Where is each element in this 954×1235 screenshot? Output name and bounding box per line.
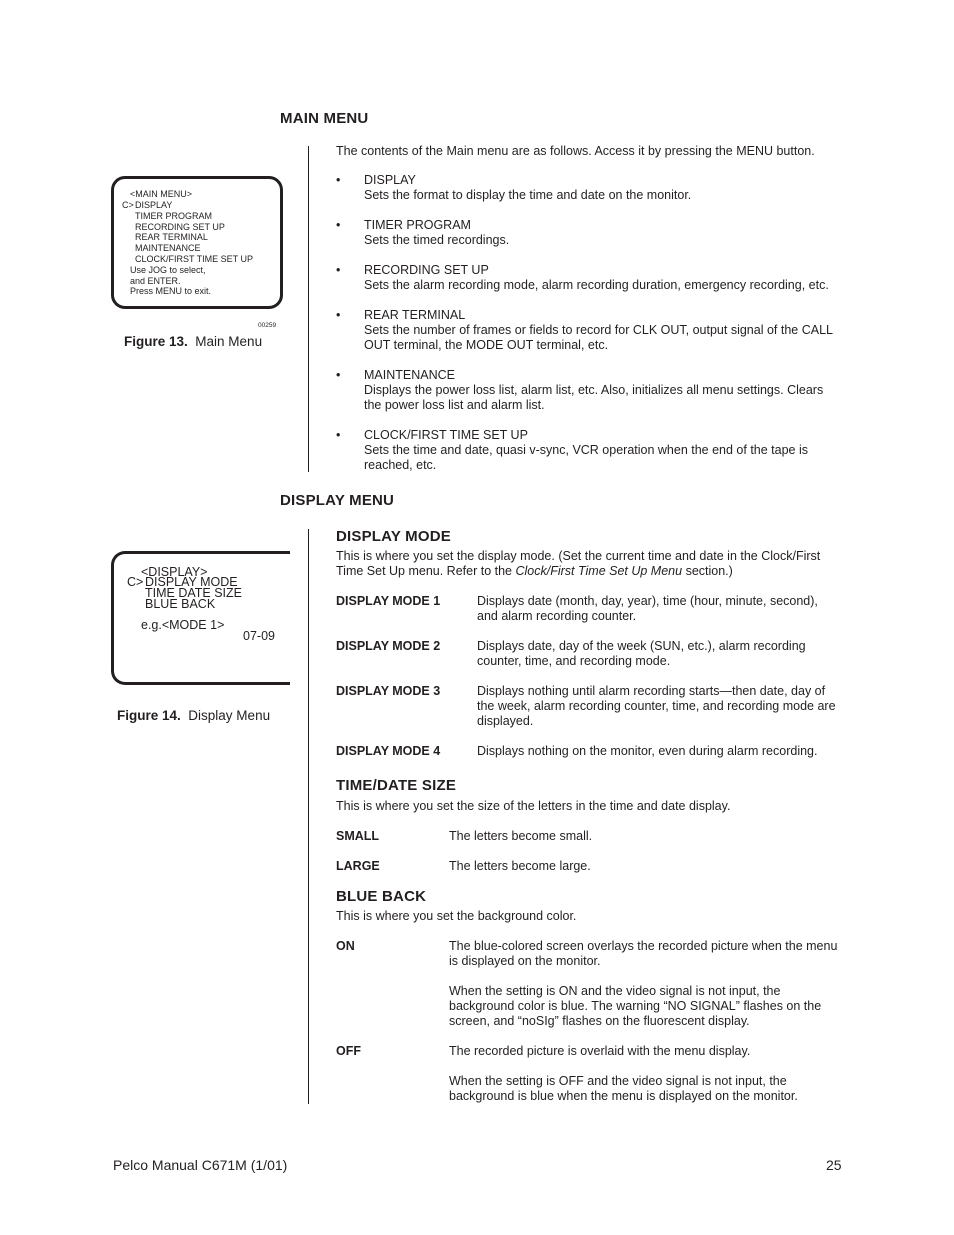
item-desc: Sets the timed recordings. [364, 233, 510, 247]
screen-line: <MAIN MENU> [130, 189, 193, 199]
display-mode-intro [336, 549, 846, 579]
display-mode-heading: DISPLAY MODE [336, 528, 451, 545]
screen-line: TIME DATE SIZE [145, 586, 242, 600]
intro-text: Time Set Up menu. Refer to the [336, 564, 516, 578]
item-desc: Sets the alarm recording mode, alarm recording duration, emergency recording, etc. [364, 278, 829, 292]
item-title: TIMER PROGRAM [364, 218, 471, 232]
item-desc: Displays the power loss list, alarm list, etc. Also, initializes all menu settings. Clears the power loss list and alarm list. [364, 383, 824, 412]
monitor-screen-display-menu [111, 551, 290, 685]
bullet: • [336, 368, 341, 382]
screen-line: MAINTENANCE [135, 243, 201, 253]
list-item [336, 368, 846, 428]
large-label: LARGE [336, 859, 380, 873]
figure13-caption [124, 334, 262, 349]
cursor-icon: C> [127, 575, 144, 589]
time-date-size-intro: This is where you set the size of the letters in the time and date display. [336, 799, 731, 813]
list-item [336, 263, 846, 308]
small-desc: The letters become small. [449, 829, 593, 843]
mode2-desc: Displays date, day of the week (SUN, etc.), alarm recording counter, time, and recording mode. [477, 639, 806, 668]
caption-text: Main Menu [195, 334, 263, 349]
off-label: OFF [336, 1044, 361, 1058]
on-desc-2: When the setting is ON and the video signal is not input, the background color is blue. The warning “NO SIGNAL” flashes on the screen, and “noSIg” flashes on the fluorescent display. [449, 984, 822, 1028]
mode2-label: DISPLAY MODE 2 [336, 639, 441, 653]
screen-line: TIMER PROGRAM [135, 211, 213, 221]
list-item [336, 173, 846, 218]
on-label: ON [336, 939, 355, 953]
monitor-screen-main-menu [111, 176, 283, 309]
screen-line: 07-09 [243, 629, 275, 643]
mode3-desc: Displays nothing until alarm recording starts—then date, day of the week, alarm recording counter, time, and recording mode are displayed. [477, 684, 836, 728]
small-label: SMALL [336, 829, 380, 843]
large-desc: The letters become large. [449, 859, 591, 873]
list-item [336, 428, 846, 473]
mode3-label: DISPLAY MODE 3 [336, 684, 441, 698]
item-title: REAR TERMINAL [364, 308, 466, 322]
item-title: MAINTENANCE [364, 368, 455, 382]
main-menu-list [336, 173, 846, 473]
item-title: CLOCK/FIRST TIME SET UP [364, 428, 528, 442]
item-desc: Sets the format to display the time and date on the monitor. [364, 188, 692, 202]
figure14-caption [117, 708, 270, 723]
item-title: RECORDING SET UP [364, 263, 489, 277]
figure-code: 00259 [258, 322, 277, 329]
intro-text: section.) [682, 564, 733, 578]
list-item [336, 218, 846, 263]
bullet: • [336, 218, 341, 232]
mode4-desc: Displays nothing on the monitor, even during alarm recording. [477, 744, 818, 758]
list-item [336, 308, 846, 368]
caption-text: Display Menu [188, 708, 271, 723]
time-date-size-heading: TIME/DATE SIZE [336, 777, 457, 794]
screen-line: e.g.<MODE 1> [141, 618, 225, 632]
intro-italic: Clock/First Time Set Up Menu [515, 564, 683, 578]
intro-line: This is where you set the display mode. (Set the current time and date in the Clock/First [336, 549, 821, 563]
cursor-icon: C> [122, 200, 134, 210]
blue-back-intro: This is where you set the background color. [336, 909, 577, 923]
screen-line: DISPLAY [135, 200, 173, 210]
bullet: • [336, 263, 341, 277]
screen-line: <DISPLAY> [141, 565, 208, 579]
mode4-label: DISPLAY MODE 4 [336, 744, 441, 758]
bullet: • [336, 428, 341, 442]
bullet: • [336, 173, 341, 187]
item-desc: Sets the number of frames or fields to record for CLK OUT, output signal of the CALL OUT terminal, the MODE OUT terminal, etc. [364, 323, 833, 352]
caption-label: Figure 14. [117, 708, 181, 723]
footer-manual: Pelco Manual C671M (1/01) [113, 1157, 288, 1173]
on-desc-1: The blue-colored screen overlays the recorded picture when the menu is displayed on the monitor. [449, 939, 838, 968]
main-menu-heading: MAIN MENU [280, 110, 369, 127]
section-rule [308, 529, 309, 1104]
section-rule [308, 146, 309, 472]
item-title: DISPLAY [364, 173, 416, 187]
screen-line: REAR TERMINAL [135, 232, 208, 242]
main-menu-intro: The contents of the Main menu are as follows. Access it by pressing the MENU button. [336, 144, 815, 158]
screen-line: BLUE BACK [145, 597, 216, 611]
screen-line: CLOCK/FIRST TIME SET UP [135, 254, 254, 264]
off-desc-1: The recorded picture is overlaid with the menu display. [449, 1044, 751, 1058]
intro-line [336, 564, 846, 579]
screen-line: Use JOG to select, [130, 265, 206, 275]
display-menu-heading: DISPLAY MENU [280, 492, 395, 509]
screen-line: Press MENU to exit. [130, 286, 212, 296]
screen-line: and ENTER. [130, 276, 181, 286]
screen-line: RECORDING SET UP [135, 222, 225, 232]
bullet: • [336, 308, 341, 322]
screen-line: DISPLAY MODE [145, 575, 238, 589]
off-desc-2: When the setting is OFF and the video signal is not input, the background is blue when the menu is displayed on the monitor. [449, 1074, 798, 1103]
page-number: 25 [826, 1157, 842, 1173]
mode1-desc: Displays date (month, day, year), time (hour, minute, second), and alarm recording counter. [477, 594, 818, 623]
caption-label: Figure 13. [124, 334, 188, 349]
item-desc: Sets the time and date, quasi v-sync, VCR operation when the end of the tape is reached, etc. [364, 443, 809, 472]
mode1-label: DISPLAY MODE 1 [336, 594, 441, 608]
blue-back-heading: BLUE BACK [336, 888, 427, 905]
